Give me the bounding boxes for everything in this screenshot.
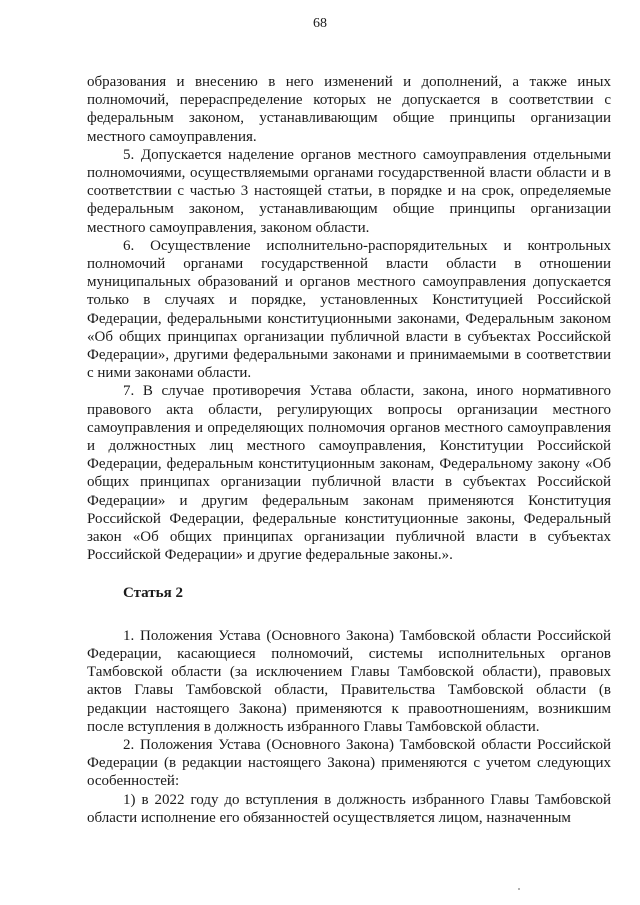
paragraph-article2-item-1: 1. Положения Устава (Основного Закона) Тамбовской области Российской Федерации, касающиеся полномочий, системы исполнительных органов Тамбовской области (за исключением Главы Тамбовской области), правовых актов Главы Тамбовской области, Правительства Тамбовской области (в редакции настоящего Закона) применяются к правоотношениям, возникшим после вступления в должность избранного Главы Тамбовской области.: [87, 627, 611, 735]
document-body: [87, 73, 611, 827]
paragraph-continuation: образования и внесению в него изменений и дополнений, а также иных полномочий, перераспределение которых не допускается в соответствии с федеральным законом, устанавливающим общие принципы организации местного самоуправления.: [87, 74, 611, 145]
paragraph-item-7: 7. В случае противоречия Устава области, закона, иного нормативного правового акта области, регулирующих вопросы организации местного самоуправления и определяющих полномочия органов местного самоуправления и должностных лиц местного самоуправления, Конституции Российской Федерации, федеральным конституционным законам, Федеральному закону «Об общих принципах организации публичной власти в субъектах Российской Федерации» и другим федеральным законам применяются Конституция Российской Федерации, федеральные конституционные законы, Федеральный закон «Об общих принципах организации публичной власти в субъектах Российской Федерации» и другие федеральные законы.».: [87, 383, 611, 564]
paragraph-item-5: 5. Допускается наделение органов местного самоуправления отдельными полномочиями, осуществляемыми органами государственной власти области и в соответствии с частью 3 настоящей статьи, в порядке и на срок, определяемые федеральным законом, устанавливающим общие принципы организации местного самоуправления, законом области.: [87, 146, 611, 236]
paragraph-article2-item-2: 2. Положения Устава (Основного Закона) Тамбовской области Российской Федерации (в редакции настоящего Закона) применяются с учетом следующих особенностей:: [87, 736, 611, 790]
article-heading: Статья 2: [123, 585, 183, 602]
paragraph-article2-subitem-1: 1) в 2022 году до вступления в должность избранного Главы Тамбовской области исполнение его обязанностей осуществляется лицом, назначенным: [87, 791, 611, 826]
paragraph-item-6: 6. Осуществление исполнительно-распорядительных и контрольных полномочий органами государственной власти области в отношении муниципальных образований и органов местного самоуправления допускается только в случаях и порядке, установленных Конституцией Российской Федерации, федеральными конституционными законами, Федеральным законом «Об общих принципах организации публичной власти в субъектах Российской Федерации», другими федеральными законами и принимаемыми в соответствии с ними законами области.: [87, 237, 611, 382]
page-number: 68: [313, 16, 327, 31]
scan-speck: [518, 888, 520, 890]
